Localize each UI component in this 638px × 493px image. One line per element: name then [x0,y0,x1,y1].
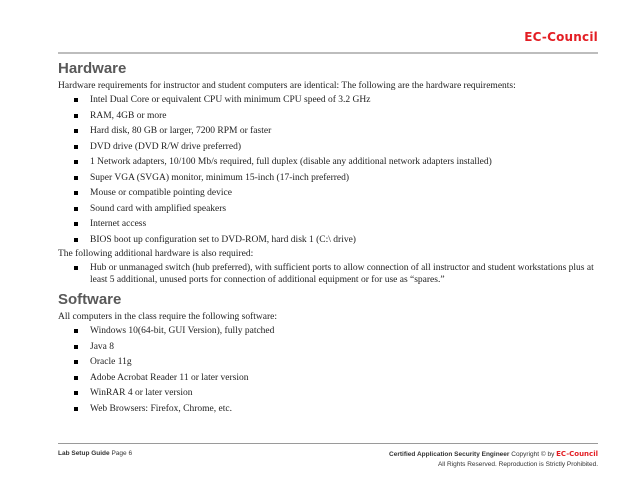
footer-guide-title: Lab Setup Guide [58,450,110,457]
list-item-text: Hub or unmanaged switch (hub preferred), with sufficient ports to allow connection of all instructor and student workstations plus at least 5 additional, unused ports for connection of additional equipment or for use as “spares.” [90,263,594,285]
list-item [58,110,598,122]
list-item [58,203,598,215]
hardware-heading: Hardware [58,60,127,77]
list-item [58,341,598,353]
list-item-text: Internet access [90,219,147,229]
list-item [58,156,598,168]
list-item-text: Windows 10(64-bit, GUI Version), fully patched [90,326,275,336]
list-item-text: Oracle 11g [90,357,132,367]
list-item-text: Sound card with amplified speakers [90,203,227,214]
list-item-text: BIOS boot up configuration set to DVD-ROM, hard disk 1 (C:\ drive) [90,234,356,245]
square-bullet-icon [74,329,78,333]
footer-cert-title: Certified Application Security Engineer [389,451,510,458]
list-item [58,94,598,106]
footer-page-number: Page 6 [109,450,133,457]
square-bullet-icon [74,145,78,149]
list-item [58,234,598,246]
square-bullet-icon [74,376,78,380]
footer-rights: All Rights Reserved. Reproduction is Strictly Prohibited. [437,461,598,468]
footer-divider [58,443,598,444]
list-item [58,325,598,337]
square-bullet-icon [74,176,78,180]
square-bullet-icon [74,391,78,395]
square-bullet-icon [74,407,78,411]
footer-left [58,450,132,457]
square-bullet-icon [74,238,78,242]
software-intro: All computers in the class require the following software: [58,312,277,322]
footer-right [389,449,598,470]
list-item [58,141,598,153]
list-item [58,372,598,384]
hardware-intro: Hardware requirements for instructor and student computers are identical: The following are the hardware requirements: [58,81,516,91]
square-bullet-icon [74,207,78,211]
list-item [58,387,598,399]
list-item-text: Web Browsers: Firefox, Chrome, etc. [90,403,232,414]
square-bullet-icon [74,129,78,133]
list-item [58,125,598,137]
footer-copyright-line [389,449,598,460]
square-bullet-icon [74,360,78,364]
list-item-text: 1 Network adapters, 10/100 Mb/s required, full duplex (disable any additional network adapters installed) [90,157,492,167]
list-item [58,187,598,199]
square-bullet-icon [74,160,78,164]
list-item-text: Java 8 [90,341,115,352]
square-bullet-icon [74,345,78,349]
list-item [58,218,598,230]
list-item-text: DVD drive (DVD R/W drive preferred) [90,141,241,152]
hardware-list [58,94,598,246]
list-item [58,172,598,184]
list-item-text: Mouse or compatible pointing device [90,188,232,198]
square-bullet-icon [74,266,78,270]
additional-hardware-intro: The following additional hardware is also required: [58,249,254,259]
header-divider [58,52,598,54]
square-bullet-icon [74,191,78,195]
list-item-text: Super VGA (SVGA) monitor, minimum 15-inch (17-inch preferred) [90,172,350,183]
software-list [58,325,598,415]
square-bullet-icon [74,114,78,118]
footer-copyright-text: Copyright © by [509,451,557,458]
list-item-text: Intel Dual Core or equivalent CPU with minimum CPU speed of 3.2 GHz [90,95,371,105]
page-content [58,60,598,418]
list-item [58,262,598,286]
brand-logo: EC-Council [524,30,598,44]
list-item-text: Hard disk, 80 GB or larger, 7200 RPM or faster [90,126,272,136]
list-item [58,356,598,368]
list-item-text: Adobe Acrobat Reader 11 or later version [90,372,249,383]
square-bullet-icon [74,98,78,102]
software-heading: Software [58,291,122,308]
square-bullet-icon [74,222,78,226]
list-item-text: RAM, 4GB or more [90,110,167,121]
additional-hardware-list [58,262,598,286]
footer-brand: EC-Council [556,450,598,458]
list-item-text: WinRAR 4 or later version [90,388,193,398]
list-item [58,403,598,415]
